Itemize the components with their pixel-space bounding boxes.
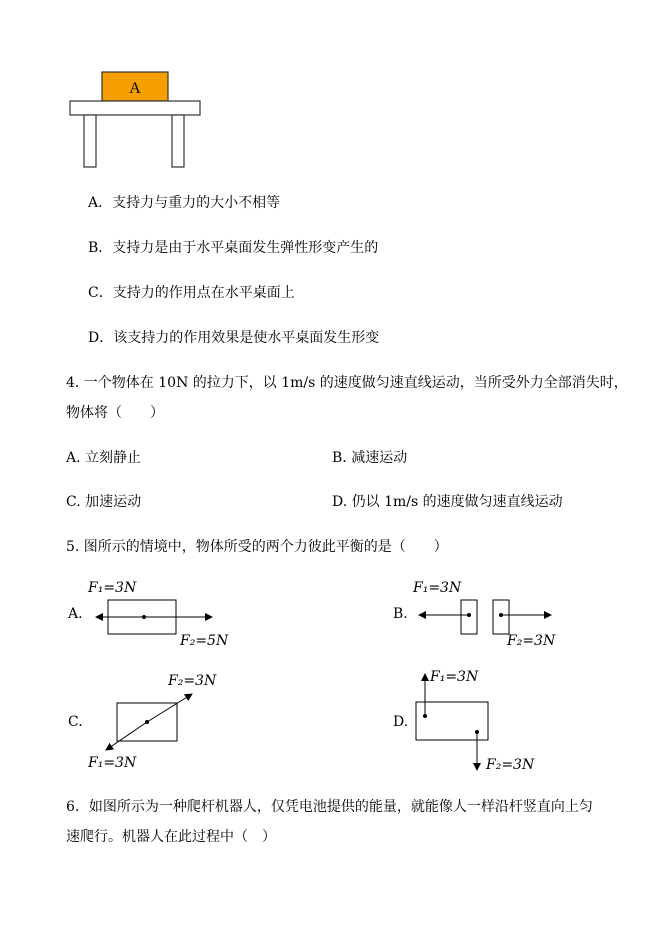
q5-d-f2-label: F₂=3N — [486, 757, 535, 773]
q5-d-dot-bottom — [475, 730, 479, 734]
q5-a-f2-label: F₂=5N — [180, 633, 229, 649]
q5-a-center-dot — [142, 615, 146, 619]
q3-option-c[interactable]: C．支持力的作用点在水平桌面上 — [88, 285, 295, 301]
q6-stem-line2: 速爬行。机器人在此过程中（ ） — [66, 829, 276, 845]
q5-stem: 5. 图所示的情境中，物体所受的两个力彼此平衡的是（ ） — [66, 539, 448, 555]
q5-b-f1-label: F₁=3N — [413, 580, 462, 596]
q5-d-f1-label: F₁=3N — [430, 669, 479, 685]
q4-option-d[interactable]: D. 仍以 1m/s 的速度做匀速直线运动 — [332, 494, 563, 510]
table-leg-right — [172, 115, 184, 167]
q5-d-dot-top — [423, 714, 427, 718]
q4-stem-line1: 4. 一个物体在 10N 的拉力下，以 1m/s 的速度做匀速直线运动，当所受外力全部消失时， — [66, 375, 628, 391]
q3-option-d[interactable]: D．该支持力的作用效果是使水平桌面发生形变 — [88, 330, 380, 346]
q5-panel-b-label[interactable]: B. — [393, 606, 408, 622]
q5-panel-a-label[interactable]: A. — [68, 606, 83, 622]
q5-c-f2-label: F₂=3N — [168, 673, 217, 689]
block-a-label: A — [129, 80, 141, 97]
table-leg-left — [84, 115, 96, 167]
q5-b-dot-left — [467, 613, 471, 617]
table-top — [70, 101, 200, 115]
q6-stem-line1: 6．如图所示为一种爬杆机器人，仅凭电池提供的能量，就能像人一样沿杆竖直向上匀 — [66, 799, 593, 815]
q5-b-dot-right — [499, 613, 503, 617]
q5-c-f1-arrow — [106, 722, 147, 750]
q3-option-b[interactable]: B．支持力是由于水平桌面发生弹性形变产生的 — [88, 240, 379, 256]
q5-panel-c-label[interactable]: C. — [68, 714, 83, 730]
table-figure — [60, 60, 220, 172]
q4-option-a[interactable]: A. 立刻静止 — [66, 450, 142, 466]
q5-panel-d-label[interactable]: D. — [393, 714, 409, 730]
q3-option-a[interactable]: A．支持力与重力的大小不相等 — [88, 195, 281, 211]
q5-panel-c-diagram — [100, 688, 200, 758]
q5-c-f1-label: F₁=3N — [88, 755, 137, 771]
q5-c-center-dot — [145, 720, 149, 724]
q4-stem-line2: 物体将（ ） — [66, 405, 164, 421]
q5-b-f2-label: F₂=3N — [507, 633, 556, 649]
q5-c-f2-arrow — [147, 694, 192, 722]
q5-a-f1-label: F₁=3N — [88, 580, 137, 596]
q4-option-b[interactable]: B. 减速运动 — [332, 450, 408, 466]
q4-option-c[interactable]: C. 加速运动 — [66, 494, 142, 510]
